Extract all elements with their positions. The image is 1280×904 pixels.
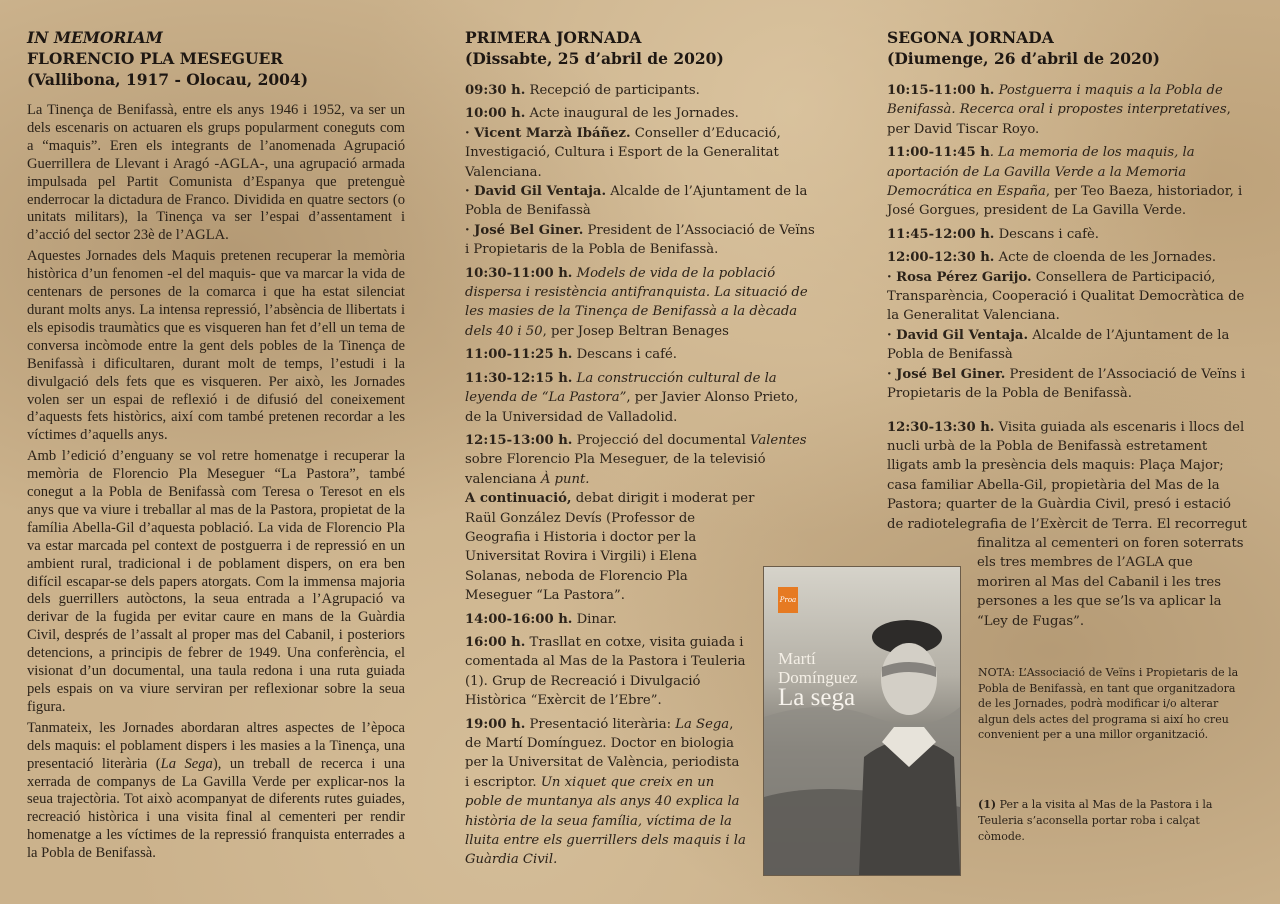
- speaker-name: · David Gil Ventaja.: [887, 327, 1029, 343]
- event-text: Descans i cafè.: [994, 226, 1099, 242]
- speaker-role: Consellera de Participació, Transparència, Cooperació i Qualitat Democràtica de la Generalitat Valenciana.: [887, 269, 1245, 324]
- event-text: Presentació literària:: [525, 716, 676, 732]
- publisher-logo: Proa: [778, 587, 798, 613]
- speaker-item: [887, 365, 1247, 404]
- event-text: Acte de cloenda de les Jornades.: [994, 250, 1217, 266]
- book-author: [778, 649, 857, 687]
- book-cover-image: [764, 567, 960, 875]
- speaker-name: · Rosa Pérez Garijo.: [887, 269, 1032, 285]
- text-span: Tanmateix, les Jornades abordaran altres aspectes de l’època dels maquis: el poblament dispers i les masies a la Tinença, una presentació literària (: [27, 719, 405, 772]
- book-cover-photo: [764, 567, 960, 875]
- program-item: [465, 81, 817, 100]
- first-day-date: (Dissabte, 25 d’abril de 2020): [465, 49, 724, 68]
- intro-paragraph: Aquestes Jornades dels Maquis pretenen recuperar la memòria històrica d’un fenomen -el del maquis- que va marcar la vida de centenars de persones de la comarca i que ha estat silenciat durant molts anys. La intensa repressió, l’absència de llibertats i els episodis traumàtics que es visqueren han fet d’ell un tema de conversa incòmode entre la gent dels pobles de la Tinença de Benifassà i dificultaren, durant molt de temps, l’estudi i la divulgació dels fets que es visqueren. Per això, les Jornades volen ser un espai de reflexió i de difusió del coneixement d’aquests fets històrics, així com també pretenen recordar a les víctimes d’aquells anys.: [27, 248, 405, 444]
- second-day-column: [887, 27, 1247, 635]
- intro-paragraph: [27, 720, 405, 863]
- speaker-item: [465, 182, 817, 221]
- time-label: 16:00 h.: [465, 634, 526, 650]
- book-synopsis: Un xiquet que creix en un poble de muntanya als anys 40 explica la història de la seua família, víctima de la lluita entre els guerrillers dels maquis i la Guàrdia Civil.: [465, 774, 746, 868]
- talk-title: . La memoria de los maquis, la aportación de La Gavilla Verde a la Memoria Democrática en España: [887, 145, 1195, 200]
- program-item: [465, 369, 817, 427]
- time-label: 11:45-12:00 h.: [887, 226, 995, 242]
- event-text: Descans i café.: [572, 347, 677, 363]
- program-item: [465, 264, 817, 342]
- event-text: , per David Tiscar Royo.: [887, 102, 1231, 137]
- time-label: 11:00-11:45 h: [887, 145, 990, 161]
- program-item: [887, 248, 1247, 267]
- time-label: 12:00-12:30 h.: [887, 250, 995, 266]
- speaker-name: · José Bel Giner.: [887, 366, 1006, 382]
- organizer-note: NOTA: L’Associació de Veïns i Propietaris de la Pobla de Benifassà, en tant que organitzadora de les Jornades, podrà modificar i/o alterar algun dels actes del programa si així ho creu convenient per a una millor organització.: [978, 666, 1239, 742]
- speaker-role: President de l’Associació de Veïns i Propietaris de la Pobla de Benifassà.: [887, 366, 1246, 402]
- program-item: [887, 143, 1247, 221]
- event-text: finalitza al cementeri on foren soterrats els tres membres de l’AGLA que moriren al Mas del Cabanil i les tres persones a les que se’ls va aplicar la “Ley de Fugas”.: [977, 535, 1244, 629]
- intro-paragraph: La Tinença de Benifassà, entre els anys 1946 i 1952, va ser un dels escenaris on actuaren els grups popularment coneguts com a “maquis”. Eren els integrants de l’anomenada Agrupació Guerrillera de Llevant i Aragó -AGLA-, una agrupació armada impulsada pel Partit Comunista d’Espanya que pretenguè enderrocar la dictadura de Franco. Dividida en quatre sectors (o unitats militars), la Tinença va ser l’espai d’assentament i d’acció del sector 23è de l’AGLA.: [27, 102, 405, 244]
- time-label: 10:00 h.: [465, 106, 526, 122]
- speaker-role: President de l’Associació de Veïns i Propietaris de la Pobla de Benifassà.: [465, 222, 815, 258]
- intro-text: [27, 102, 405, 863]
- time-label: 09:30 h.: [465, 83, 526, 98]
- speaker-item: [465, 221, 817, 260]
- time-label: 11:30-12:15 h.: [465, 370, 573, 386]
- heading-name: FLORENCIO PLA MESEGUER: [27, 49, 284, 68]
- event-text: sobre Florencio Pla Meseguer, de la televisió valenciana: [465, 452, 766, 487]
- speaker-role: Alcalde de l’Ajuntament de la Pobla de Benifassà: [465, 184, 808, 219]
- speaker-item: [887, 326, 1247, 365]
- talk-title: Postguerra i maquis a la Pobla de Benifassà. Recerca oral i propostes interpretatives: [887, 83, 1227, 118]
- event-text: Acte inaugural de les Jornades.: [525, 106, 739, 122]
- time-label: 19:00 h.: [465, 716, 526, 732]
- footnote-text: Per a la visita al Mas de la Pastora i la Teuleria s’aconsella portar roba i calçat còmode.: [978, 798, 1213, 843]
- second-day-heading: [887, 27, 1247, 69]
- heading-in-memoriam: IN MEMORIAM: [27, 28, 163, 47]
- book-title: La sega: [778, 684, 856, 711]
- program-item: [465, 431, 817, 489]
- heading-dates: (Vallibona, 1917 - Olocau, 2004): [27, 70, 309, 89]
- speaker-name: · David Gil Ventaja.: [465, 184, 607, 200]
- talk-title: Models de vida de la població dispersa i resistència antifranquista. La situació de les masies de la Tinença de Benifassà a la dècada dels 40 i 50: [465, 265, 808, 339]
- second-day-date: (Diumenge, 26 d’abril de 2020): [887, 49, 1160, 68]
- time-label: 12:15-13:00 h.: [465, 432, 573, 448]
- memoriam-heading: [27, 27, 405, 90]
- book-title-ref: La Sega: [160, 755, 213, 772]
- time-label: 12:30-13:30 h.: [887, 419, 995, 435]
- footnote: [978, 797, 1248, 845]
- event-text: Dinar.: [572, 611, 617, 627]
- speaker-role: Alcalde de l’Ajuntament de la Pobla de Benifassà: [887, 327, 1230, 363]
- speaker-name: · José Bel Giner.: [465, 222, 584, 238]
- text-span: ), un treball de recerca i una xerrada de companys de La Gavilla Verde per explicar-nos la seua trajectòria. Tot això acompanyat de diferents rutes guiades, recreació històrica i una visita final al cementeri per rendir homenatge a les víctimes de la repressió franquista enterrades a la Pobla de Benifassà.: [27, 755, 405, 862]
- time-label: 10:30-11:00 h.: [465, 265, 573, 281]
- program-item: [887, 418, 1247, 534]
- talk-title: La construcción cultural de la leyenda de “La Pastora”: [465, 370, 777, 406]
- event-text: debat dirigit i moderat per Raül González Devís (Professor de Geografia i Historia i doctor per la Universitat Rovira i Virgili) i Elena Solanas, neboda de Florencio Pla Meseguer “La Pastora”.: [465, 491, 755, 604]
- author-last-name: Domínguez: [778, 668, 858, 687]
- first-day-title: PRIMERA JORNADA: [465, 28, 642, 47]
- event-text: , de Martí Domínguez. Doctor en biologia per la Universitat de València, periodista i escriptor.: [465, 716, 740, 790]
- book-title-ref: La Sega: [675, 716, 730, 732]
- event-text: , per Teo Baeza, historiador, i José Gorgues, president de La Gavilla Verde.: [887, 184, 1243, 219]
- time-label: 10:15-11:00 h.: [887, 83, 995, 98]
- event-text: , per Javier Alonso Prieto, de la Universidad de Valladolid.: [465, 390, 799, 425]
- memoriam-column: [27, 27, 405, 863]
- event-text: Recepció de participants.: [525, 83, 700, 98]
- second-day-title: SEGONA JORNADA: [887, 28, 1054, 47]
- intro-paragraph: Amb l’edició d’enguany se vol retre homenatge i recuperar la memòria de Florencio Pla Meseguer “La Pastora”, també conegut a la Pobla de Benifassà com Teresa o Teresot en els anys que va viure i treballar al mas de la Pastora, propietat de la família Abella-Gil d’aquesta població. La vida de Florencio Pla va estar marcada pel context de postguerra i de repressió en un ambient rural, tradicional i de poblament dispers, on era ben difícil escapar-se dels papers atorgats. Com la immensa majoria dels guerrillers autòctons, la seua entrada a l’Agrupació va derivar de la fugida per evitar caure en mans de la Guàrdia Civil, després de l’assalt al proper mas del Cabanil, i posteriors detencions, a principis de febrer de 1949. Una conferència, el visionat d’un documental, una taula redona i una ruta guiada pels espais on va viure serviran per reflexionar sobre la seua figura.: [27, 448, 405, 715]
- program-item: [465, 633, 747, 711]
- event-text: Visita guiada als escenaris i llocs del nucli urbà de la Pobla de Benifassà estretament lligats amb la presència dels maquis: Plaça Major; casa familiar Abella-Gil, propietària del Mas de la Pastora; quarter de la Guàrdia Civil, presó i estació de radiotelegrafia de l’Exèrcit de Terra. El recorregut: [887, 419, 1247, 532]
- tv-channel: À punt.: [540, 471, 590, 487]
- program-item: [887, 225, 1247, 244]
- program-item-continued: [977, 534, 1247, 631]
- first-day-heading: [465, 27, 817, 69]
- event-text: Projecció del documental: [572, 432, 751, 448]
- documentary-title: Valentes: [750, 432, 807, 448]
- speaker-item: [887, 268, 1247, 326]
- program-item: [887, 81, 1247, 139]
- speaker-role: Conseller d’Educació, Investigació, Cultura i Esport de la Generalitat Valenciana.: [465, 125, 781, 180]
- second-day-program: [887, 81, 1247, 631]
- time-label: A continuació,: [465, 491, 572, 507]
- event-text: Trasllat en cotxe, visita guiada i comentada al Mas de la Pastora i Teuleria (1). Grup de Recreació i Divulgació Històrica “Exèrcit de l’Ebre”.: [465, 634, 746, 709]
- footnote-marker: (1): [978, 798, 997, 811]
- time-label: 11:00-11:25 h.: [465, 347, 573, 363]
- time-label: 14:00-16:00 h.: [465, 611, 573, 627]
- program-item: [465, 489, 755, 605]
- speaker-name: · Vicent Marzà Ibáñez.: [465, 125, 631, 141]
- program-item: [465, 715, 747, 870]
- program-item: [465, 345, 817, 364]
- author-first-name: Martí: [778, 649, 816, 668]
- event-text: , per Josep Beltran Benages: [542, 323, 729, 339]
- speaker-item: [465, 124, 817, 182]
- program-item: [465, 104, 817, 123]
